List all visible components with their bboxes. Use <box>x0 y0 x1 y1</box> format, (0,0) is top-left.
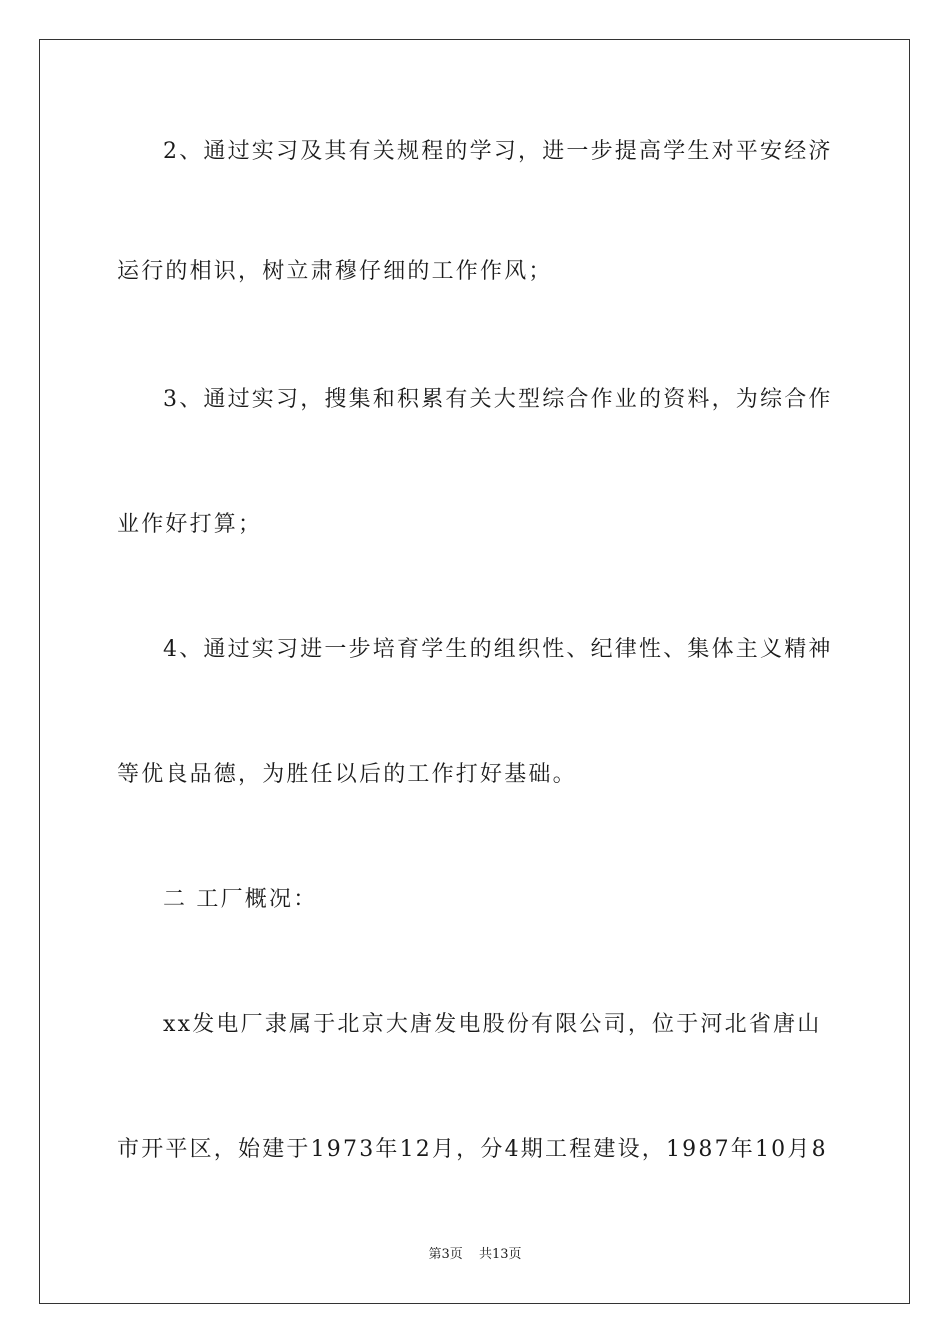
page-number: 第3页 <box>428 1247 463 1262</box>
paragraph-line-2: 运行的相识，树立肃穆仔细的工作作风； <box>117 259 553 284</box>
paragraph-line-8: 市开平区，始建于1973年12月，分4期工程建设，1987年10月8 <box>117 1137 828 1162</box>
paragraph-line-7: xx发电厂隶属于北京大唐发电股份有限公司，位于河北省唐山 <box>163 1012 822 1037</box>
paragraph-line-1: 2、通过实习及其有关规程的学习，进一步提高学生对平安经济 <box>163 139 833 164</box>
paragraph-line-5: 4、通过实习进一步培育学生的组织性、纪律性、集体主义精神 <box>163 637 833 662</box>
paragraph-line-3: 3、通过实习，搜集和积累有关大型综合作业的资料，为综合作 <box>163 387 833 412</box>
paragraph-line-4: 业作好打算； <box>117 512 263 537</box>
paragraph-line-6: 等优良品德，为胜任以后的工作打好基础。 <box>117 762 577 787</box>
total-pages: 共13页 <box>478 1247 522 1262</box>
page-border <box>39 39 910 1304</box>
section-heading: 二 工厂概况： <box>163 887 318 912</box>
page-footer <box>0 1246 950 1264</box>
